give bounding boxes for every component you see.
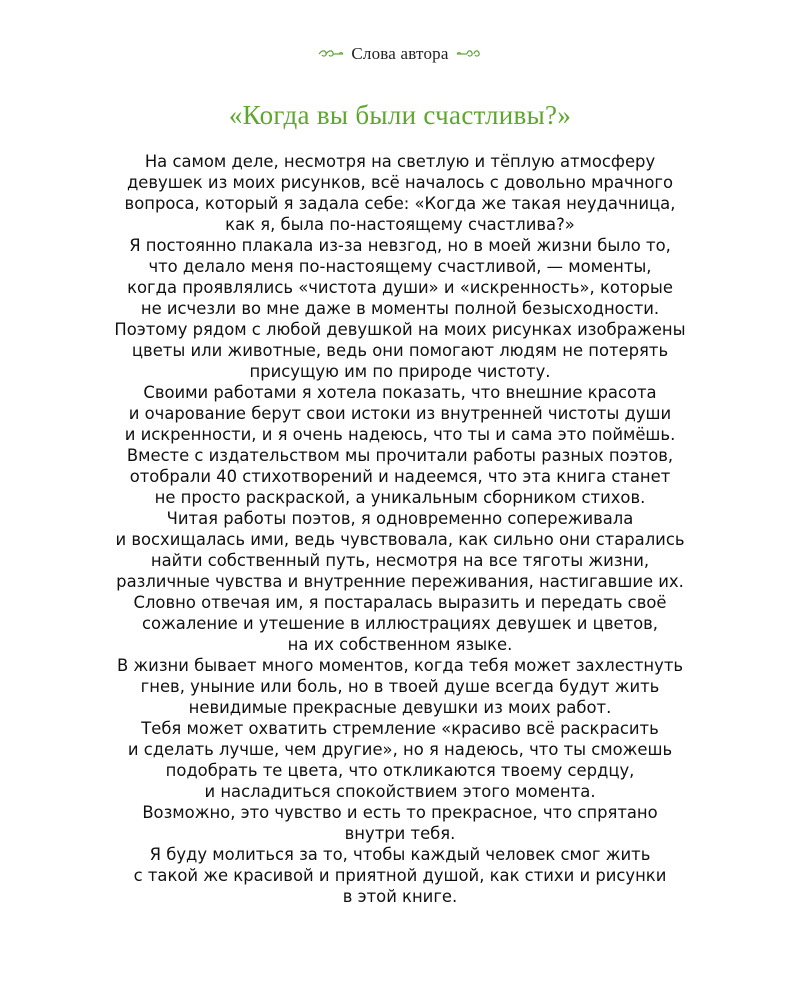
body-line: Читая работы поэтов, я одновременно сопереживала [166, 509, 634, 528]
body-line: в этой книге. [342, 887, 458, 906]
body-line: вопроса, который я задала себе: «Когда же такая неудачница, [124, 194, 676, 213]
body-line: и очарование берут свои истоки из внутренней чистоты души [128, 404, 672, 423]
right-flourish-icon [455, 49, 483, 59]
body-line: различные чувства и внутренние переживания, настигавшие их. [116, 572, 684, 591]
body-line: Словно отвечая им, я постаралась выразить и передать своё [133, 593, 667, 612]
body-line: Возможно, это чувство и есть то прекрасное, что спрятано [142, 803, 658, 822]
body-line: девушек из моих рисунков, всё началось с довольно мрачного [126, 173, 674, 192]
body-line: не просто раскраской, а уникальным сборником стихов. [154, 488, 646, 507]
body-line: не исчезли во мне даже в моменты полной безысходности. [140, 299, 660, 318]
page-title: «Когда вы были счастливы?» [228, 100, 572, 130]
body-line: Тебя может охватить стремление «красиво всё раскрасить [141, 719, 659, 738]
body-line: и сделать лучше, чем другие», но я надеюсь, что ты сможешь [127, 740, 673, 759]
section-label: Слова автора [351, 44, 449, 63]
body-line: найти собственный путь, несмотря на все тяготы жизни, [150, 551, 650, 570]
body-line: и искренности, и я очень надеюсь, что ты и сама это поймёшь. [124, 425, 676, 444]
body-line: присущую им по природе чистоту. [249, 362, 551, 381]
body-line: с такой же красивой и приятной душой, как стихи и рисунки [133, 866, 667, 885]
body-line: и насладиться спокойствием этого момента. [204, 782, 596, 801]
body-line: невидимые прекрасные девушки из моих работ. [188, 698, 612, 717]
body-line: Своими работами я хотела показать, что внешние красота [143, 383, 657, 402]
body-line: подобрать те цвета, что откликаются твоему сердцу, [165, 761, 635, 780]
body-line: как я, была по-настоящему счастлива?» [225, 215, 575, 234]
body-line: На самом деле, несмотря на светлую и тёплую атмосферу [144, 152, 656, 171]
body-line: Я постоянно плакала из-за невзгод, но в моей жизни было то, [129, 236, 671, 255]
body-line: что делало меня по-настоящему счастливой, — моменты, [148, 257, 652, 276]
body-line: когда проявлялись «чистота души» и «искренность», которые [127, 278, 673, 297]
body-line: гнев, уныние или боль, но в твоей душе всегда будут жить [140, 677, 660, 696]
body-line: цветы или животные, ведь они помогают людям не потерять [131, 341, 669, 360]
left-flourish-icon [317, 49, 345, 59]
body-line: сожаление и утешение в иллюстрациях девушек и цветов, [141, 614, 659, 633]
section-header [0, 44, 800, 64]
body-text [60, 151, 740, 907]
body-line: отобрали 40 стихотворений и надеемся, что эта книга станет [129, 467, 671, 486]
body-line: внутри тебя. [344, 824, 456, 843]
body-line: Я буду молиться за то, чтобы каждый человек смог жить [149, 845, 651, 864]
body-line: на их собственном языке. [287, 635, 513, 654]
body-line: Вместе с издательством мы прочитали работы разных поэтов, [126, 446, 674, 465]
body-line: В жизни бывает много моментов, когда тебя может захлестнуть [116, 656, 684, 675]
body-line: и восхищалась ими, ведь чувствовала, как сильно они старались [115, 530, 685, 549]
body-line: Поэтому рядом с любой девушкой на моих рисунках изображены [114, 320, 686, 339]
